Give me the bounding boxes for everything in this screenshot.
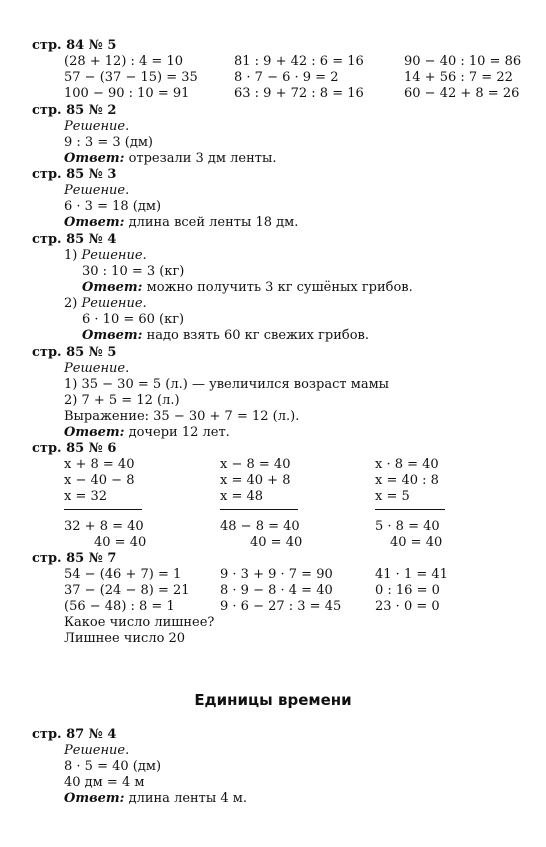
answer-line: Ответ: можно получить 3 кг сушёных грибов. xyxy=(82,280,413,295)
header-p85-n5: стр. 85 № 5 xyxy=(32,345,117,360)
header-p84-n5: стр. 84 № 5 xyxy=(32,38,117,53)
expr: 81 : 9 + 42 : 6 = 16 xyxy=(234,54,364,69)
equation: x = 5 xyxy=(375,489,410,504)
equation: x = 40 : 8 xyxy=(375,473,439,488)
expr: 63 : 9 + 72 : 8 = 16 xyxy=(234,86,364,101)
step-2: 2) Решение. xyxy=(64,296,147,311)
check: 32 + 8 = 40 xyxy=(64,519,144,534)
equation: x = 48 xyxy=(220,489,264,504)
expr: 41 · 1 = 41 xyxy=(375,567,448,582)
expr: 8 · 7 − 6 · 9 = 2 xyxy=(234,70,339,85)
expr: 90 − 40 : 10 = 86 xyxy=(404,54,522,69)
equation: x + 8 = 40 xyxy=(64,457,135,472)
answer-line: Ответ: отрезали 3 дм ленты. xyxy=(64,151,277,166)
calc: 40 дм = 4 м xyxy=(64,775,145,790)
calc: 6 · 3 = 18 (дм) xyxy=(64,199,162,214)
solution-label: Решение. xyxy=(64,743,130,758)
equation: x − 40 − 8 xyxy=(64,473,135,488)
solution-label: Решение. xyxy=(64,183,130,198)
expr: (56 − 48) : 8 = 1 xyxy=(64,599,175,614)
expr: (28 + 12) : 4 = 10 xyxy=(64,54,183,69)
calc: 6 · 10 = 60 (кг) xyxy=(82,312,185,327)
expr: 0 : 16 = 0 xyxy=(375,583,440,598)
header-p85-n7: стр. 85 № 7 xyxy=(32,551,117,566)
section-title: Единицы времени xyxy=(194,691,352,709)
answer-line: Ответ: длина ленты 4 м. xyxy=(64,791,248,806)
check: 40 = 40 xyxy=(390,535,443,550)
expr: 14 + 56 : 7 = 22 xyxy=(404,70,513,85)
header-p85-n6: стр. 85 № 6 xyxy=(32,441,117,456)
answer-line: Ответ: длина всей ленты 18 дм. xyxy=(64,215,299,230)
solution-label: Решение. xyxy=(64,119,130,134)
header-p87-n4: стр. 87 № 4 xyxy=(32,727,117,742)
step-1: 1) Решение. xyxy=(64,248,147,263)
check: 5 · 8 = 40 xyxy=(375,519,440,534)
equation: x − 8 = 40 xyxy=(220,457,291,472)
result: Лишнее число 20 xyxy=(64,631,186,646)
expr: 37 − (24 − 8) = 21 xyxy=(64,583,190,598)
header-p85-n3: стр. 85 № 3 xyxy=(32,167,117,182)
calc: 9 : 3 = 3 (дм) xyxy=(64,135,154,150)
divider xyxy=(64,509,142,510)
question: Какое число лишнее? xyxy=(64,615,215,630)
expr: 23 · 0 = 0 xyxy=(375,599,440,614)
expr: 57 − (37 − 15) = 35 xyxy=(64,70,198,85)
expr: 8 · 9 − 8 · 4 = 40 xyxy=(220,583,333,598)
answer-line: Ответ: надо взять 60 кг свежих грибов. xyxy=(82,328,370,343)
calc: 8 · 5 = 40 (дм) xyxy=(64,759,162,774)
calc: 2) 7 + 5 = 12 (л.) xyxy=(64,393,180,408)
header-p85-n4: стр. 85 № 4 xyxy=(32,232,117,247)
equation: x = 40 + 8 xyxy=(220,473,291,488)
expr: 9 · 6 − 27 : 3 = 45 xyxy=(220,599,342,614)
divider xyxy=(375,509,445,510)
calc: 30 : 10 = 3 (кг) xyxy=(82,264,185,279)
answer-line: Ответ: дочери 12 лет. xyxy=(64,425,230,440)
expr: 60 − 42 + 8 = 26 xyxy=(404,86,520,101)
header-p85-n2: стр. 85 № 2 xyxy=(32,103,117,118)
check: 40 = 40 xyxy=(250,535,303,550)
divider xyxy=(220,509,298,510)
check: 40 = 40 xyxy=(94,535,147,550)
expr: 9 · 3 + 9 · 7 = 90 xyxy=(220,567,333,582)
expr: 100 − 90 : 10 = 91 xyxy=(64,86,190,101)
expr: 54 − (46 + 7) = 1 xyxy=(64,567,182,582)
calc: 1) 35 − 30 = 5 (л.) — увеличился возраст мамы xyxy=(64,377,390,392)
solution-label: Решение. xyxy=(64,361,130,376)
check: 48 − 8 = 40 xyxy=(220,519,300,534)
equation: x · 8 = 40 xyxy=(375,457,439,472)
equation: x = 32 xyxy=(64,489,108,504)
expression-line: Выражение: 35 − 30 + 7 = 12 (л.). xyxy=(64,409,300,424)
